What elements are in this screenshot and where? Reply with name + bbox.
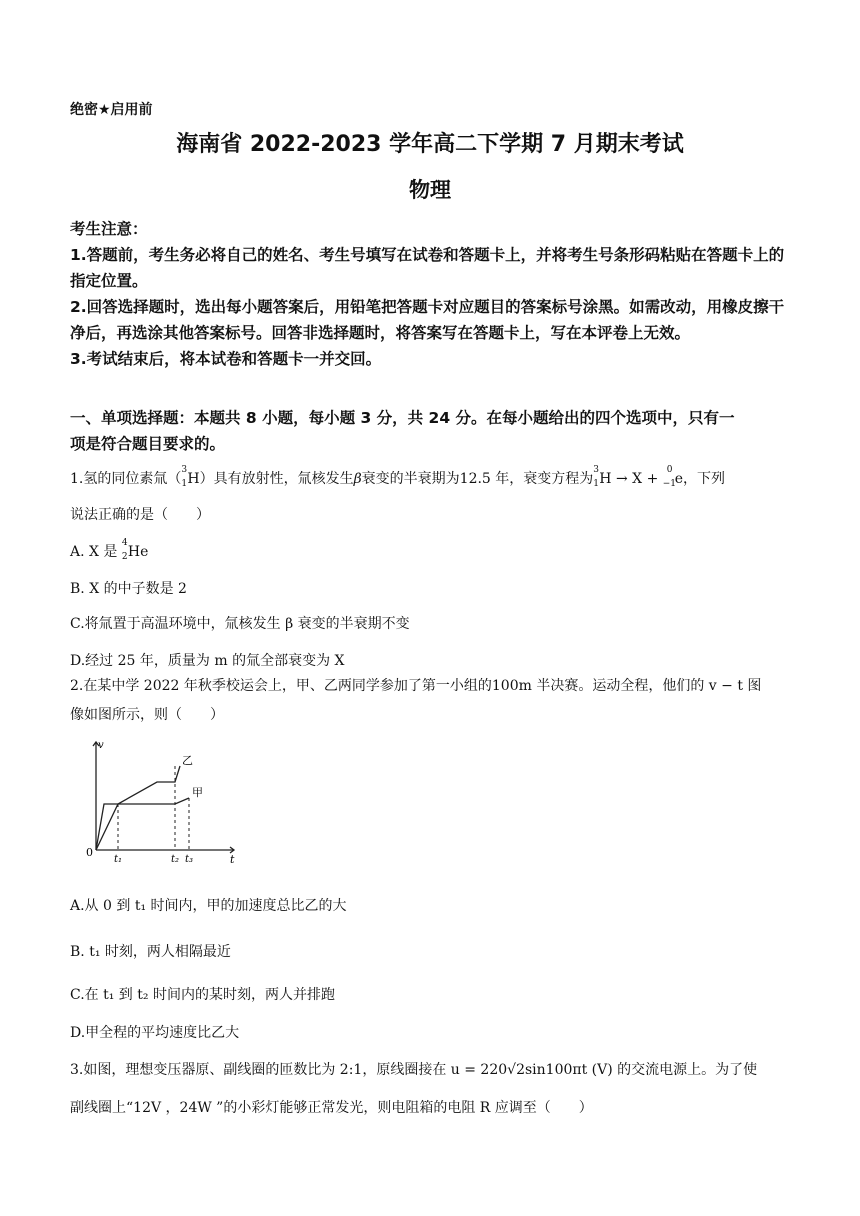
axis-label-v: v [98, 740, 104, 751]
notice-item: 3.考试结束后，将本试卷和答题卡一并交回。 [70, 350, 382, 368]
question-2-option-c: C.在 t₁ 到 t₂ 时间内的某时刻，两人并排跑 [70, 987, 335, 1003]
tritium-symbol: 3 1 H [181, 465, 200, 489]
exam-title: 海南省 2022-2023 学年高二下学期 7 月期末考试 [176, 132, 684, 157]
question-2-option-a: A.从 0 到 t₁ 时间内，甲的加速度总比乙的大 [70, 898, 347, 914]
question-2-stem-line2: 像如图所示，则（ ） [70, 707, 224, 723]
question-1-stem-line2: 说法正确的是（ ） [70, 507, 210, 523]
origin-label: 0 [86, 846, 93, 859]
exam-notice [70, 216, 792, 372]
notice-heading: 考生注意： [70, 220, 148, 238]
confidential-mark: 绝密★启用前 [70, 102, 153, 118]
question-1-option-d: D.经过 25 年，质量为 m 的氚全部衰变为 X [70, 653, 345, 669]
tick-t3: t₃ [185, 854, 194, 865]
section-line: 一、单项选择题：本题共 8 小题，每小题 3 分，共 24 分。在每小题给出的四个选项中，只有一 [70, 409, 735, 427]
question-1-option-c: C.将氚置于高温环境中，氚核发生 β 衰变的半衰期不变 [70, 616, 410, 632]
notice-item: 1.答题前，考生务必将自己的姓名、考生号填写在试卷和答题卡上，并将考生号条形码粘贴在答题卡上的指定位置。 [70, 246, 785, 290]
tick-t1: t₁ [114, 854, 123, 865]
vt-graph [84, 732, 244, 868]
question-1-option-a: A. X 是 4 2 He [70, 538, 149, 562]
axis-label-t: t [230, 853, 235, 866]
notice-item: 2.回答选择题时，选出每小题答案后，用铅笔把答题卡对应题目的答案标号涂黑。如需改动，用橡皮擦干净后，再选涂其他答案标号。回答非选择题时，将答案写在答题卡上，写在本评卷上无效。 [70, 298, 785, 342]
question-2-option-d: D.甲全程的平均速度比乙大 [70, 1025, 240, 1041]
subject-title: 物理 [409, 178, 451, 202]
section-line: 项是符合题目要求的。 [70, 435, 226, 453]
question-2-stem: 2.在某中学 2022 年秋季校运会上，甲、乙两同学参加了第一小组的100m 半决赛。运动全程，他们的 v − t 图 [70, 678, 762, 694]
tick-t2: t₂ [171, 854, 180, 865]
curve-label-yi: 乙 [182, 754, 193, 767]
decay-equation: 3 1 H → X + 0 −1 e [593, 465, 684, 489]
curve-label-jia: 甲 [192, 786, 203, 799]
question-1-option-b: B. X 的中子数是 2 [70, 581, 187, 597]
question-3-stem-line2: 副线圈上“12V ，24W ”的小彩灯能够正常发光，则电阻箱的电阻 R 应调至（ ） [70, 1100, 593, 1116]
question-1-stem: 1.氢的同位素氚（ 3 1 H）具有放射性，氚核发生β衰变的半衰期为12.5 年，衰变方程为 3 1 H → X + 0 −1 e，下列 [70, 465, 726, 489]
section-heading [70, 405, 792, 457]
question-3-stem: 3.如图，理想变压器原、副线圈的匝数比为 2:1，原线圈接在 u = 220√2sin100πt (V) 的交流电源上。为了使 [70, 1062, 758, 1078]
question-2-option-b: B. t₁ 时刻，两人相隔最近 [70, 944, 231, 960]
